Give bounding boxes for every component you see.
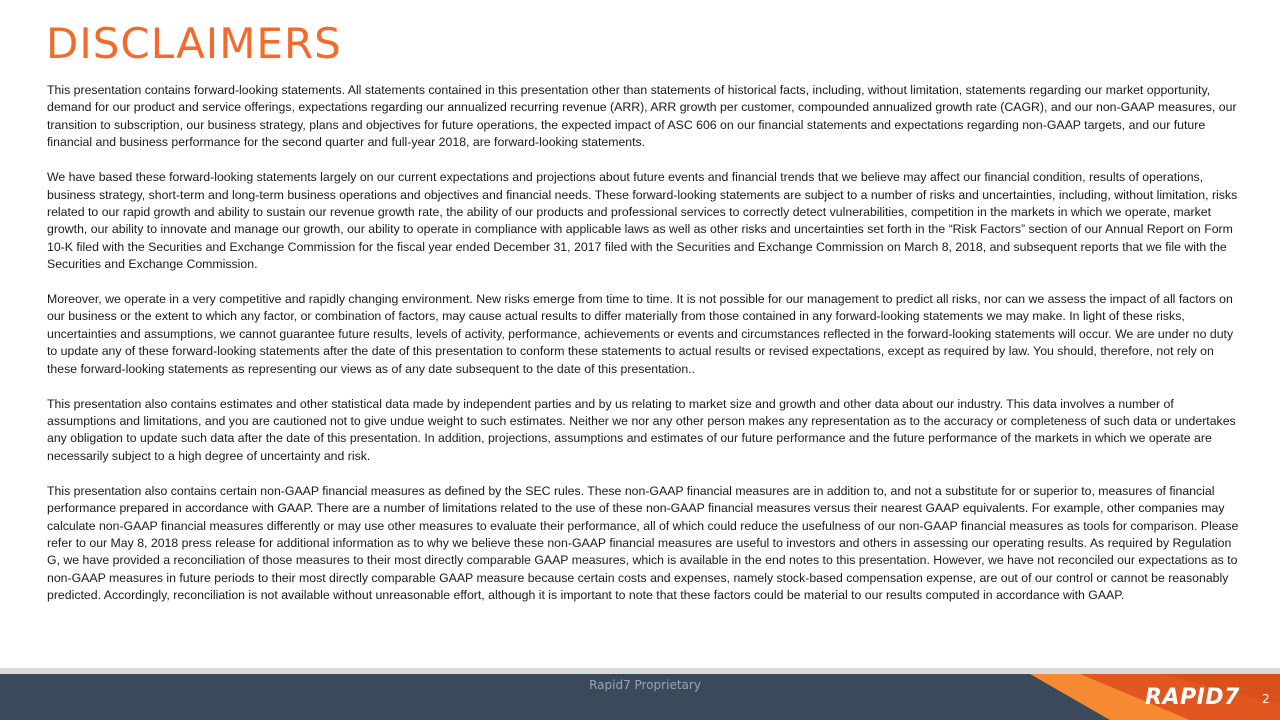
paragraph-competitive-environment: Moreover, we operate in a very competitive and rapidly changing environment. New risks emerge from time to time. It is not possible for our management to predict all risks, nor can we assess the impact of all factors on our business or the extent to which any factor, or combination of factors, may cause actual results to differ materially from those contained in any forward-looking statements we may make. In light of these risks, uncertainties and assumptions, we cannot guarantee future results, levels of activity, performance, achievements or events and circumstances reflected in the forward-looking statements will occur. We are under no duty to update any of these forward-looking statements after the date of this presentation to conform these statements to actual results or revised expectations, except as required by law. You should, therefore, not rely on these forward-looking statements as representing our views as of any date subsequent to the date of this presentation.. <box>47 292 1234 376</box>
paragraph-basis-of-statements: We have based these forward-looking statements largely on our current expectations and projections about future events and financial trends that we believe may affect our financial condition, results of operations, business strategy, short-term and long-term business operations and objectives and financial needs. These forward-looking statements are subject to a number of risks and uncertainties, including, without limitation, risks related to our rapid growth and ability to sustain our revenue growth rate, the ability of our products and professional services to correctly detect vulnerabilities, competition in the markets in which we operate, market growth, our ability to innovate and manage our growth, our ability to operate in compliance with applicable laws as well as other risks and uncertainties set forth in the “Risk Factors” section of our Annual Report on Form 10-K filed with the Securities and Exchange Commission for the fiscal year ended December 31, 2017 filed with the Securities and Exchange Commission on March 8, 2018, and subsequent reports that we file with the Securities and Exchange Commission. <box>47 170 1238 272</box>
disclaimer-body <box>47 82 1243 622</box>
paragraph-statistical-data: This presentation also contains estimates and other statistical data made by independent parties and by us relating to market size and growth and other data about our industry. This data involves a number of assumptions and limitations, and you are cautioned not to give undue weight to such estimates. Neither we nor any other person makes any representation as to the accuracy or completeness of such data or undertakes any obligation to update such data after the date of this presentation. In addition, projections, assumptions and estimates of our future performance and the future performance of the markets in which we operate are necessarily subject to a high degree of uncertainty and risk. <box>47 396 1236 463</box>
paragraph-non-gaap: This presentation also contains certain non-GAAP financial measures as defined by the SEC rules. These non-GAAP financial measures are in addition to, and not a substitute for or superior to, measures of financial performance prepared in accordance with GAAP. There are a number of limitations related to the use of these non-GAAP financial measures versus their nearest GAAP equivalents. For example, other companies may calculate non-GAAP financial measures differently or may use other measures to evaluate their performance, all of which could reduce the usefulness of our non-GAAP financial measures as tools for comparison. Please refer to our May 8, 2018 press release for additional information as to why we believe these non-GAAP financial measures are useful to investors and others in assessing our operating results. As required by Regulation G, we have provided a reconciliation of those measures to their most directly comparable GAAP measures, which is available in the end notes to this presentation. However, we have not reconciled our expectations as to non-GAAP measures in future periods to their most directly comparable GAAP measure because certain costs and expenses, namely stock-based compensation expense, are out of our control or cannot be reasonably predicted. Accordingly, reconciliation is not available without unreasonable effort, although it is important to note that these factors could be material to our results computed in accordance with GAAP. <box>47 483 1239 603</box>
page-number: 2 <box>1262 692 1270 706</box>
paragraph-forward-looking: This presentation contains forward-looking statements. All statements contained in this presentation other than statements of historical facts, including, without limitation, statements regarding our market opportunity, demand for our product and service offerings, expectations regarding our annualized recurring revenue (ARR), ARR growth per customer, compounded annualized growth rate (CAGR), and our non-GAAP measures, our transition to subscription, our business strategy, plans and objectives for future operations, the expected impact of ASC 606 on our financial statements and expectations regarding non-GAAP targets, and our future financial and business performance for the second quarter and full-year 2018, are forward-looking statements. <box>47 83 1237 150</box>
page-title: DISCLAIMERS <box>46 19 342 68</box>
rapid7-logo: RAPID7 <box>1145 685 1240 710</box>
footer-label: Rapid7 Proprietary <box>589 678 701 692</box>
